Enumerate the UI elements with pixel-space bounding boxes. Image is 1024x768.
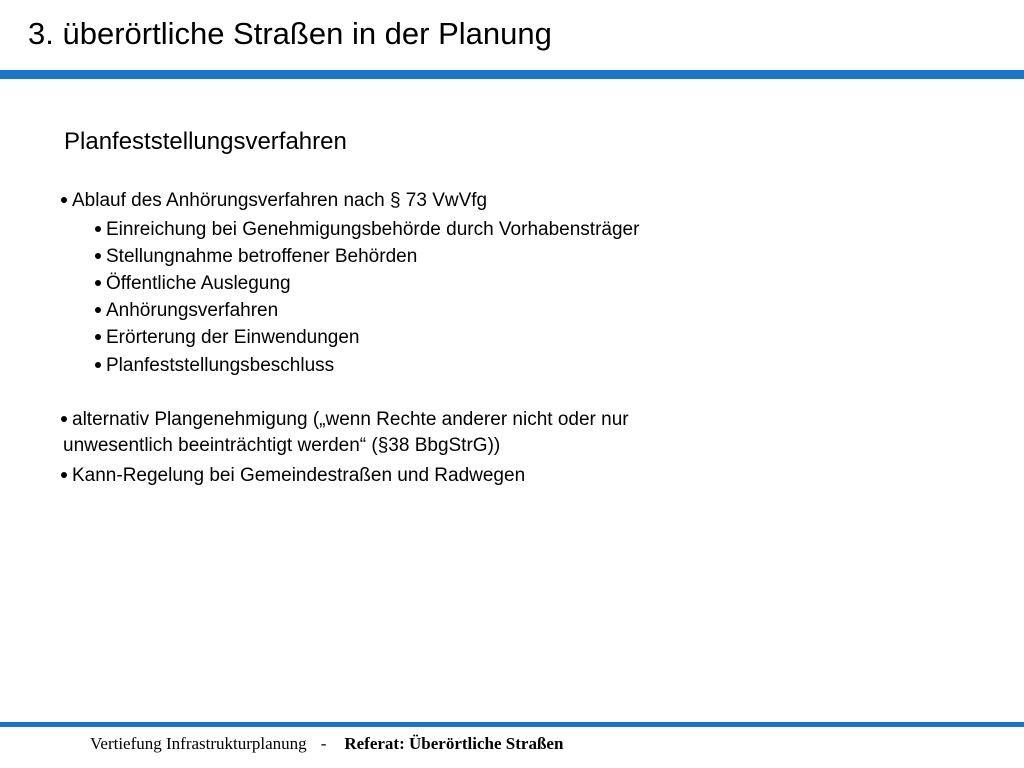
alt-bullet-text-line2: unwesentlich beeinträchtigt werden“ (§38 BbgStrG))	[63, 435, 501, 456]
footer-course: Vertiefung Infrastrukturplanung	[90, 734, 307, 753]
sub-bullet-text: Anhörungsverfahren	[106, 300, 279, 321]
sub-bullet	[95, 245, 417, 269]
bullet-dot-icon	[95, 253, 101, 259]
footer	[90, 734, 563, 754]
header-divider	[0, 70, 1024, 79]
sub-bullet	[95, 218, 639, 242]
bullet-dot-icon	[61, 472, 67, 478]
bullet-dot-icon	[95, 226, 101, 232]
sub-bullet-text: Öffentliche Auslegung	[106, 273, 291, 294]
sub-bullet-text: Einreichung bei Genehmigungsbehörde durch Vorhabensträger	[106, 219, 640, 240]
sub-bullet-text: Planfeststellungsbeschluss	[106, 355, 335, 376]
alt-bullet-text-line1: alternativ Plangenehmigung („wenn Rechte anderer nicht oder nur	[72, 409, 629, 430]
footer-divider	[0, 722, 1024, 727]
footer-separator: -	[320, 734, 327, 753]
bullet-dot-icon	[95, 307, 101, 313]
kann-bullet	[61, 464, 525, 488]
footer-topic: Referat: Überörtliche Straßen	[344, 734, 564, 753]
sub-bullet	[95, 326, 360, 350]
sub-bullet-text: Erörterung der Einwendungen	[106, 327, 360, 348]
main-bullet	[61, 189, 487, 213]
bullet-dot-icon	[61, 197, 67, 203]
alt-bullet	[61, 408, 629, 432]
slide-title: 3. überörtliche Straßen in der Planung	[28, 16, 552, 51]
bullet-dot-icon	[95, 280, 101, 286]
sub-bullet-text: Stellungnahme betroffener Behörden	[106, 246, 418, 267]
main-bullet-text: Ablauf des Anhörungsverfahren nach § 73 VwVfg	[72, 190, 488, 211]
kann-bullet-text: Kann-Regelung bei Gemeindestraßen und Radwegen	[72, 465, 526, 486]
section-subtitle: Planfeststellungsverfahren	[64, 128, 347, 155]
sub-bullet	[95, 354, 334, 378]
alt-bullet-continuation	[63, 434, 500, 458]
bullet-dot-icon	[95, 334, 101, 340]
bullet-dot-icon	[95, 362, 101, 368]
bullet-dot-icon	[61, 416, 67, 422]
sub-bullet	[95, 272, 291, 296]
sub-bullet	[95, 299, 278, 323]
